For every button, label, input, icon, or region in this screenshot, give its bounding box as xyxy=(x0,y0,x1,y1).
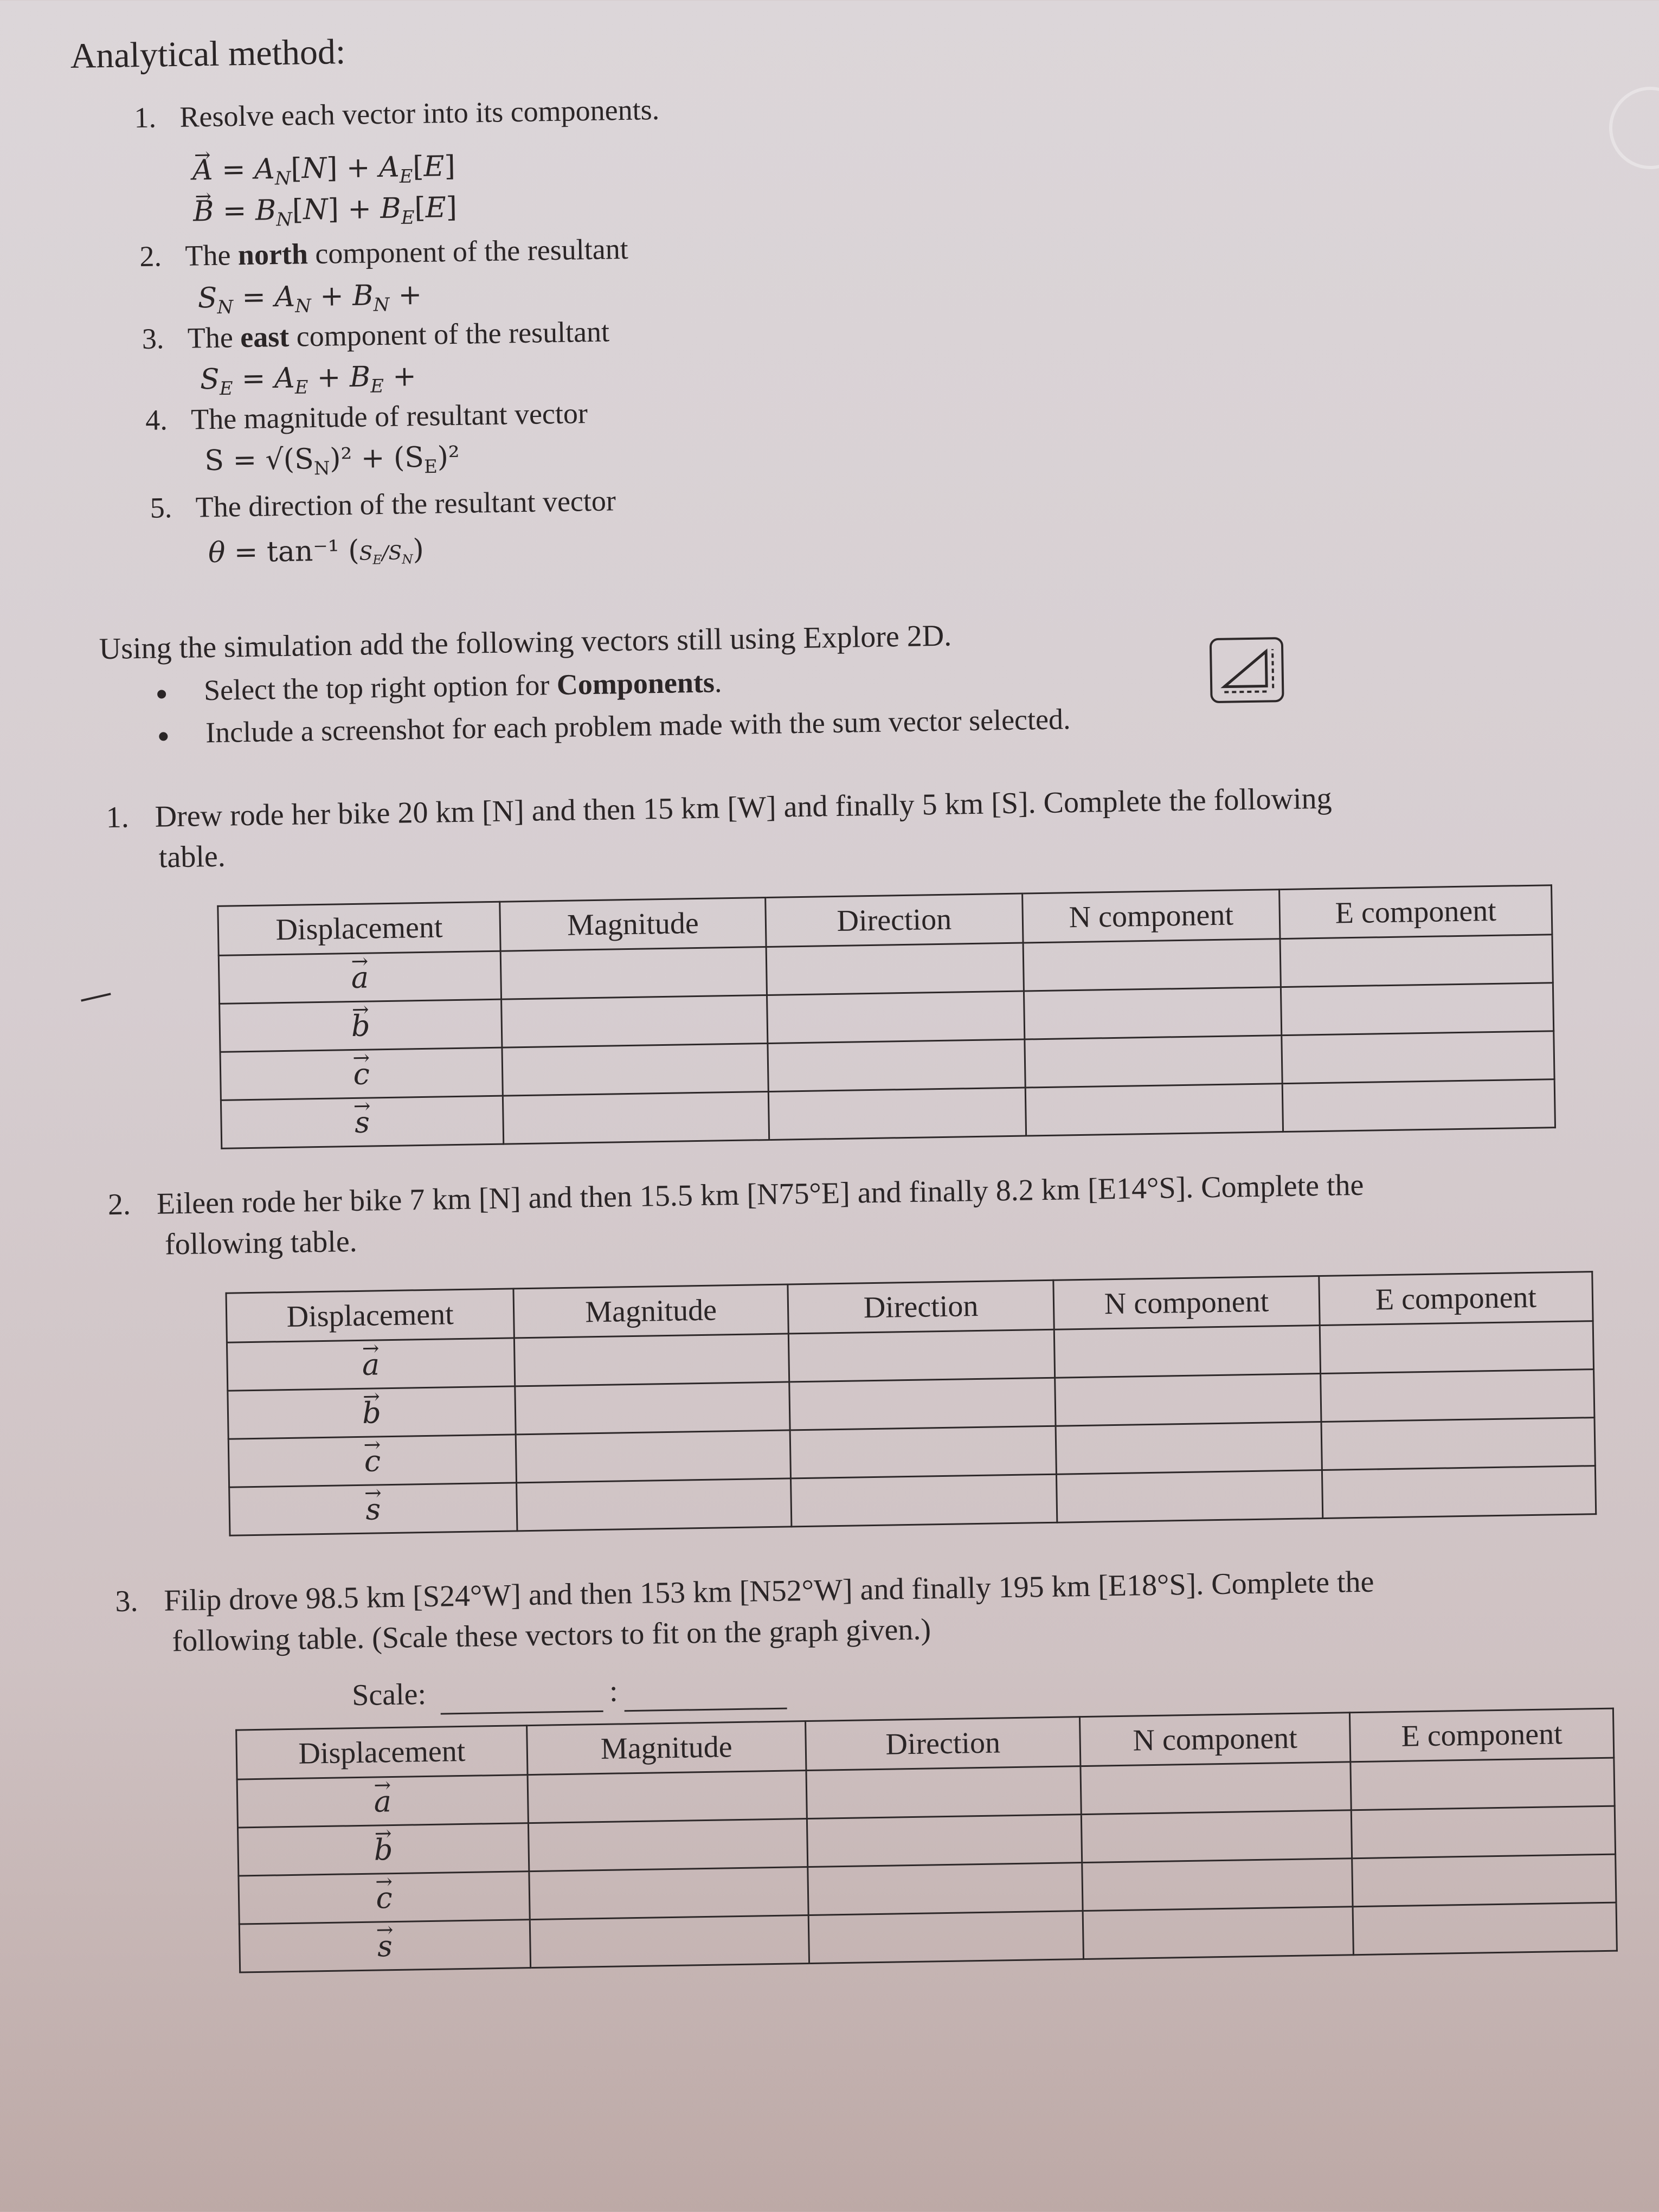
step-number: 4. xyxy=(145,403,168,436)
cell[interactable] xyxy=(528,1771,807,1823)
header-direction: Direction xyxy=(806,1717,1081,1771)
cell[interactable] xyxy=(1056,1470,1322,1523)
header-direction: Direction xyxy=(788,1280,1054,1334)
bullet-text: . xyxy=(714,666,722,699)
cell[interactable] xyxy=(517,1478,792,1531)
table-problem-3 xyxy=(235,1708,1618,1973)
step-number: 3. xyxy=(142,322,164,355)
scale-separator: : xyxy=(609,1674,619,1708)
cell[interactable] xyxy=(1352,1854,1616,1907)
cell[interactable] xyxy=(788,1329,1054,1382)
step-text: The xyxy=(187,321,241,355)
scale-blank-1[interactable] xyxy=(441,1711,603,1715)
cell[interactable] xyxy=(515,1382,790,1435)
header-n-component: N component xyxy=(1023,890,1280,943)
bullet-dot xyxy=(159,732,168,741)
cell[interactable] xyxy=(501,995,768,1048)
step-number: 5. xyxy=(150,491,172,524)
step-number: 2. xyxy=(139,240,162,273)
step-text: component of the resultant xyxy=(307,232,629,271)
cell[interactable] xyxy=(1081,1810,1352,1863)
row-label: → b xyxy=(351,1008,371,1043)
step-bold: north xyxy=(237,237,308,272)
step-text: The xyxy=(184,239,239,272)
cell[interactable] xyxy=(1025,1084,1283,1136)
row-label: → a xyxy=(362,1347,380,1381)
cell[interactable] xyxy=(1054,1326,1320,1378)
row-label: → a xyxy=(351,960,369,994)
header-displacement: Displacement xyxy=(226,1289,514,1342)
cell[interactable] xyxy=(1351,1806,1615,1859)
header-n-component: N component xyxy=(1079,1713,1350,1766)
bullet-screenshot xyxy=(159,702,1071,750)
header-n-component: N component xyxy=(1053,1276,1320,1330)
cell[interactable] xyxy=(1055,1374,1321,1426)
cell[interactable] xyxy=(766,943,1024,995)
cell[interactable] xyxy=(1353,1902,1617,1955)
cell[interactable] xyxy=(516,1430,790,1483)
cell[interactable] xyxy=(1321,1369,1594,1422)
cell[interactable] xyxy=(1083,1907,1353,1959)
scale-label: Scale: xyxy=(351,1677,427,1713)
cell[interactable] xyxy=(502,1043,768,1096)
table-problem-1 xyxy=(217,884,1556,1149)
header-displacement: Displacement xyxy=(218,902,500,955)
step-number: 1. xyxy=(133,101,157,134)
problem-2 xyxy=(107,1165,1365,1266)
cell[interactable] xyxy=(808,1911,1083,1964)
row-label: → b xyxy=(374,1832,393,1867)
step-1 xyxy=(134,93,660,134)
row-label: → s xyxy=(355,1105,370,1139)
cell[interactable] xyxy=(1282,1079,1555,1132)
cell[interactable] xyxy=(807,1815,1082,1867)
cell[interactable] xyxy=(768,1039,1025,1091)
row-label: → a xyxy=(374,1784,391,1818)
header-e-component: E component xyxy=(1279,885,1552,939)
header-e-component: E component xyxy=(1349,1708,1613,1762)
problem-text: Drew rode her bike 20 km [N] and then 15 km [W] and finally 5 km [S]. Complete the following xyxy=(155,781,1332,834)
cell[interactable] xyxy=(1280,935,1553,987)
formula-a-components: → $A = A_N[N] + A_E[E]$ xyxy=(192,150,456,190)
problem-number: 1. xyxy=(106,800,130,835)
problem-1 xyxy=(106,779,1333,879)
cell[interactable] xyxy=(806,1766,1081,1819)
cell[interactable] xyxy=(808,1863,1083,1915)
problem-text: Eileen rode her bike 7 km [N] and then 15.5 km [N75°E] and finally 8.2 km [E14°S]. Complete the xyxy=(156,1168,1364,1221)
bullet-bold: Components xyxy=(556,666,715,702)
header-direction: Direction xyxy=(766,893,1023,947)
problem-text: following table. (Scale these vectors to fit on the graph given.) xyxy=(172,1612,931,1658)
cell[interactable] xyxy=(789,1378,1056,1430)
cell[interactable] xyxy=(1025,1036,1282,1088)
row-label: → c xyxy=(364,1444,381,1478)
cell[interactable] xyxy=(1024,987,1281,1039)
cell[interactable] xyxy=(1322,1466,1596,1519)
cell[interactable] xyxy=(1281,983,1553,1036)
formula-east-sum: $S_E = A_E + B_E$ + xyxy=(200,360,417,400)
formula-b-components: → $B = B_N[N] + B_E[E]$ xyxy=(193,191,458,232)
cell[interactable] xyxy=(1081,1762,1351,1815)
cell[interactable] xyxy=(528,1819,807,1872)
cell[interactable] xyxy=(1282,1031,1554,1084)
pen-mark xyxy=(81,993,111,1001)
step-text: Resolve each vector into its components. xyxy=(179,93,660,133)
cell[interactable] xyxy=(768,1088,1026,1140)
formula-north-sum: $S_N = A_N + B_N$ + xyxy=(197,278,422,318)
row-label: → s xyxy=(377,1929,393,1963)
scale-field xyxy=(352,1668,794,1716)
problem-text: following table. xyxy=(164,1224,358,1262)
table-problem-2 xyxy=(225,1271,1597,1536)
step-4 xyxy=(145,396,588,437)
cell[interactable] xyxy=(790,1426,1056,1478)
step-text: component of the resultant xyxy=(288,315,610,353)
cell[interactable] xyxy=(529,1867,808,1920)
cell[interactable] xyxy=(530,1915,809,1968)
row-label: → b xyxy=(362,1396,382,1430)
formula-magnitude: $S = √(S_N)^2 + (S_E)^2$ xyxy=(204,440,460,479)
bullet-text: Include a screenshot for each problem made with the sum vector selected. xyxy=(205,703,1071,749)
formula-direction: θ = tan⁻¹ $(S_E/S_N)$ xyxy=(208,533,425,570)
problem-text: Filip drove 98.5 km [S24°W] and then 153 km [N52°W] and finally 195 km [E18°S]. Complete the xyxy=(163,1565,1374,1618)
components-icon xyxy=(1210,637,1284,703)
header-displacement: Displacement xyxy=(236,1726,528,1779)
page-title: Analytical method: xyxy=(70,32,346,76)
cell[interactable] xyxy=(1056,1422,1322,1475)
step-2 xyxy=(139,232,628,273)
step-bold: east xyxy=(240,320,290,354)
cell[interactable] xyxy=(791,1474,1057,1527)
row-label: → c xyxy=(353,1057,370,1091)
header-magnitude: Magnitude xyxy=(513,1284,788,1338)
bullet-text: Select the top right option for xyxy=(203,668,557,707)
step-text: The magnitude of resultant vector xyxy=(190,397,588,436)
header-magnitude: Magnitude xyxy=(500,898,766,951)
row-label: → s xyxy=(365,1492,381,1526)
row-label: → c xyxy=(376,1881,393,1915)
cell[interactable] xyxy=(1320,1321,1593,1374)
problem-number: 3. xyxy=(114,1584,138,1619)
header-e-component: E component xyxy=(1319,1272,1593,1326)
cell[interactable] xyxy=(1082,1859,1353,1911)
problem-number: 2. xyxy=(107,1187,131,1222)
cell[interactable] xyxy=(1351,1758,1615,1810)
bullet-components xyxy=(157,665,722,708)
step-3 xyxy=(142,314,609,356)
header-magnitude: Magnitude xyxy=(527,1721,806,1775)
scale-blank-2[interactable] xyxy=(625,1708,787,1712)
step-text: The direction of the resultant vector xyxy=(195,484,616,524)
problem-text: table. xyxy=(158,839,226,874)
cell[interactable] xyxy=(503,1091,769,1144)
simulation-intro: Using the simulation add the following vectors still using Explore 2D. xyxy=(99,619,952,666)
cell[interactable] xyxy=(1321,1418,1595,1470)
step-5 xyxy=(150,484,616,524)
cell[interactable] xyxy=(1023,939,1281,991)
cell[interactable] xyxy=(514,1334,789,1386)
problem-3 xyxy=(115,1562,1375,1663)
cell[interactable] xyxy=(767,991,1025,1043)
bullet-dot xyxy=(157,690,166,698)
cell[interactable] xyxy=(500,947,767,1000)
